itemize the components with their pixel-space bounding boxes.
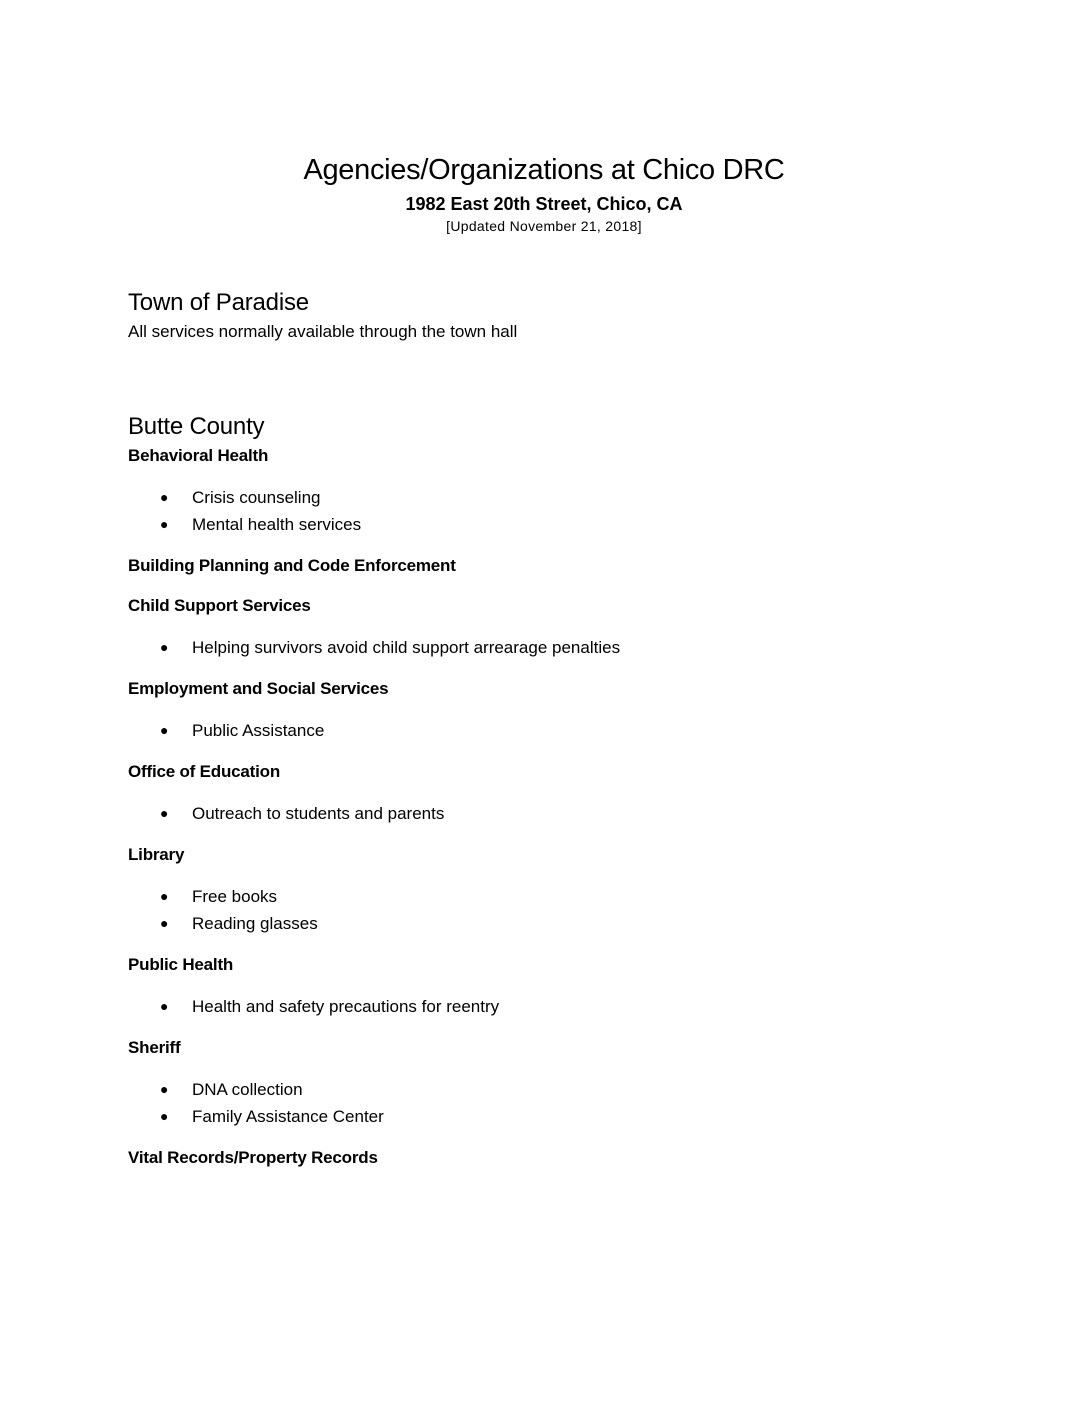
service-label: Outreach to students and parents: [192, 804, 445, 823]
bullet-icon: ●: [160, 639, 169, 655]
bullet-icon: ●: [160, 722, 169, 738]
agency-employment-social-services: [128, 677, 988, 744]
agency-child-support: [128, 594, 988, 661]
agency-name: Library: [128, 845, 185, 864]
service-list: [128, 993, 988, 1020]
list-item: [128, 800, 988, 827]
service-list: [128, 484, 988, 538]
service-label: Public Assistance: [192, 721, 325, 740]
agency-vital-records: [128, 1146, 988, 1170]
agency-sheriff: [128, 1036, 988, 1130]
agency-name: Vital Records/Property Records: [128, 1148, 378, 1167]
agency-name: Public Health: [128, 955, 234, 974]
list-item: [128, 1103, 988, 1130]
agency-behavioral-health: [128, 444, 988, 538]
service-label: Reading glasses: [192, 914, 318, 933]
service-list: [128, 883, 988, 937]
agency-library: [128, 843, 988, 937]
agency-name: Behavioral Health: [128, 446, 269, 465]
section-description: All services normally available through the town hall: [128, 322, 518, 341]
section-butte-county: [128, 410, 988, 1170]
document-header: [0, 150, 1088, 235]
service-list: [128, 634, 988, 661]
service-label: Health and safety precautions for reentry: [192, 997, 500, 1016]
section-town-of-paradise: [128, 286, 988, 410]
list-item: [128, 634, 988, 661]
bullet-icon: ●: [160, 805, 169, 821]
agency-public-health: [128, 953, 988, 1020]
agency-building-planning: [128, 554, 988, 578]
agency-name: Child Support Services: [128, 596, 311, 615]
bullet-icon: ●: [160, 998, 169, 1014]
service-list: [128, 717, 988, 744]
service-label: Family Assistance Center: [192, 1107, 384, 1126]
list-item: [128, 717, 988, 744]
service-label: Crisis counseling: [192, 488, 321, 507]
section-title: Town of Paradise: [128, 289, 309, 316]
bullet-icon: ●: [160, 915, 169, 931]
bullet-icon: ●: [160, 516, 169, 532]
agency-name: Office of Education: [128, 762, 281, 781]
list-item: [128, 484, 988, 511]
list-item: [128, 1076, 988, 1103]
bullet-icon: ●: [160, 1108, 169, 1124]
service-label: Helping survivors avoid child support arrearage penalties: [192, 638, 621, 657]
list-item: [128, 883, 988, 910]
document-address: 1982 East 20th Street, Chico, CA: [405, 194, 683, 214]
agency-office-of-education: [128, 760, 988, 827]
agency-name: Sheriff: [128, 1038, 181, 1057]
service-label: DNA collection: [192, 1080, 303, 1099]
agency-name: Building Planning and Code Enforcement: [128, 556, 456, 575]
service-label: Free books: [192, 887, 278, 906]
service-label: Mental health services: [192, 515, 362, 534]
section-title: Butte County: [128, 413, 265, 440]
service-list: [128, 800, 988, 827]
agency-name: Employment and Social Services: [128, 679, 389, 698]
list-item: [128, 910, 988, 937]
bullet-icon: ●: [160, 888, 169, 904]
bullet-icon: ●: [160, 1081, 169, 1097]
document-content: [128, 286, 988, 1186]
bullet-icon: ●: [160, 489, 169, 505]
service-list: [128, 1076, 988, 1130]
document-updated-date: [Updated November 21, 2018]: [446, 218, 642, 234]
list-item: [128, 993, 988, 1020]
list-item: [128, 511, 988, 538]
document-title: Agencies/Organizations at Chico DRC: [303, 154, 785, 186]
